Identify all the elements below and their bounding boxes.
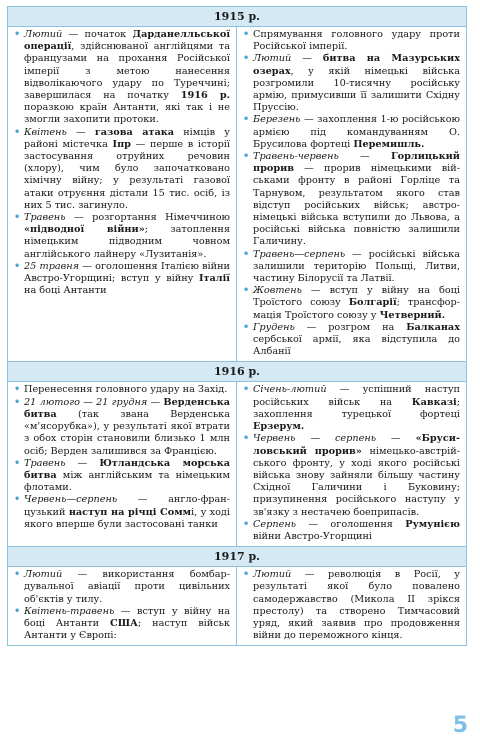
event-text-segment: — успішний наступ російських військ на [253, 384, 460, 408]
event-text-segment: 1916 р. [180, 90, 231, 102]
right-column [237, 382, 466, 546]
event-text-segment: Ерзерум. [253, 421, 305, 433]
event-text-segment: Жовтень [253, 285, 302, 297]
event-text-segment: Лютий [253, 53, 292, 65]
event-text-segment: Квітень-травень [24, 605, 115, 617]
bullet-icon: • [243, 321, 250, 333]
right-column [237, 567, 466, 645]
event-text-segment: Травень [24, 212, 66, 224]
event-text-segment: Перенесення головного удару на Захід. [24, 384, 228, 396]
event-text-segment: — перше в історії застосування отруйних речовин (хлору), чим було започатковано хімічну війну; у результаті газової атаки отруєння дістали 15 тис. осіб, із них 5 тис. загинуло. [24, 138, 230, 211]
event-text-segment: — вступ у війну на боці Троїстого союзу [253, 285, 460, 309]
event-text-segment: — захоплення 1-ю російською армією під командуванням О. Брусилова фортеці [253, 114, 460, 150]
event-text-segment: Червень—серпень [24, 494, 118, 506]
event-text-segment: — оголошення Італією війни Австро-Угорщині; вступ у війну [24, 260, 230, 285]
event-text-segment: Італії [198, 273, 230, 285]
bullet-icon: • [243, 518, 250, 530]
event-text-segment: Червень — серпень [253, 433, 376, 445]
event-text-segment: наступ на річці Сомм [68, 506, 192, 518]
event-text-segment: Лютий [253, 569, 292, 581]
event-text-segment: (так звана Верденська «м'ясорубка»), у результаті якої втрати з обох сторін становили близько 1 млн осіб; Верден залишився за Францією. [24, 408, 230, 457]
bullet-icon: • [14, 29, 21, 40]
event-text-segment: Балканах [406, 321, 460, 333]
event-item [14, 384, 230, 396]
left-column [8, 27, 237, 361]
bullet-icon: • [243, 285, 250, 297]
page-number: 5 [452, 713, 468, 738]
event-item [243, 249, 460, 286]
left-column [8, 382, 237, 546]
event-text-segment: між англійським та німецьким флотами. [24, 469, 230, 494]
bullet-icon: • [14, 260, 21, 272]
event-text-segment: «підводної війни» [24, 224, 145, 236]
event-text-segment: 25 травня [24, 260, 80, 272]
event-text-segment: Травень [24, 457, 66, 469]
event-text-segment: ; трансформація Троїстого союзу у [253, 297, 461, 321]
event-text-segment: 21 лютого — 21 грудня [24, 396, 148, 408]
event-text-segment: Ютландська морська битва [24, 457, 230, 481]
bullet-icon: • [14, 569, 21, 581]
event-item [243, 433, 460, 518]
bullet-icon: • [243, 151, 250, 163]
bullet-icon: • [14, 212, 21, 224]
event-text-segment: — англо-французький [24, 494, 230, 518]
event-text-segment: сербської армії, яка відступила до Албанії [253, 334, 460, 358]
event-text-segment: Травень—серпень [253, 248, 346, 260]
year-header: 1917 р. [8, 547, 466, 567]
event-item [243, 322, 460, 359]
event-text-segment: Верденська битва [24, 396, 230, 420]
event-text-segment: Спрямування головного удару проти Російської імперії. [253, 29, 460, 53]
event-item [243, 53, 460, 114]
event-text-segment: , у якій німецькі війська розгромили 10-тисячну російську армію, примусивши її залишити Східну Пруссію. [253, 65, 460, 114]
event-item [243, 384, 460, 433]
event-text-segment: — [65, 457, 100, 469]
year-events-row [8, 27, 466, 362]
event-item [14, 569, 230, 606]
event-text-segment: на боці Антанти [24, 285, 107, 297]
year-header: 1916 р. [8, 362, 466, 382]
event-text-segment: німецько-австрійського фронту, у ході якого російські війська знову зайняли більшу частину Східної Галичини і Буковину; призупинення російського наступу у зв'язку з нестачею боеприпасів. [253, 445, 460, 518]
event-text-segment: газова атака [94, 126, 175, 138]
event-text-segment: Грудень [253, 321, 295, 333]
event-text-segment: Четверний. [379, 309, 446, 321]
event-text-segment: Іпр [112, 138, 131, 150]
event-text-segment: — [291, 53, 323, 65]
right-column [237, 27, 466, 361]
event-text-segment: — [147, 396, 164, 408]
event-text-segment: Перемишль. [353, 138, 425, 150]
event-text-segment: Січень-лютий [253, 384, 327, 396]
left-column [8, 567, 237, 645]
year-header: 1915 р. [8, 7, 466, 27]
event-text-segment: — початок [62, 29, 133, 40]
event-text-segment: Горлицький прорив [253, 151, 460, 175]
bullet-icon: • [243, 248, 250, 260]
event-text-segment: — оголошення [295, 518, 406, 530]
year-events-row [8, 567, 466, 645]
event-text-segment: ; затоплення німецьким підводним човном англійського лайнеру «Лузитанія». [24, 224, 230, 260]
event-item [14, 494, 230, 531]
event-text-segment: німців у районі містечка [24, 126, 230, 150]
event-text-segment: Серпень [253, 518, 296, 530]
event-text-segment: Лютий [24, 569, 63, 581]
bullet-icon: • [243, 114, 250, 126]
bullet-icon: • [14, 457, 21, 469]
event-text-segment: «Брусиловський прорив» [253, 433, 460, 457]
bullet-icon: • [14, 384, 21, 396]
event-text-segment: битва на Мазурських озерах [253, 53, 460, 77]
event-text-segment: Дарданелльської операції [24, 29, 230, 53]
event-text-segment: Кавказі [411, 396, 457, 408]
event-text-segment: Лютий [24, 29, 63, 40]
bullet-icon: • [243, 53, 250, 65]
event-item [14, 212, 230, 261]
event-text-segment: Березень [253, 114, 301, 126]
event-item [14, 606, 230, 643]
event-text-segment: поразкою країн Антанти, які так і не змогли захопити протоки. [24, 102, 230, 126]
bullet-icon: • [14, 396, 21, 408]
event-item [14, 127, 230, 212]
event-item [243, 285, 460, 322]
event-text-segment: , здійснюваної англійцями та французами на прохання Російської імперії з метою нанесення відволікаючого удару по Туреччині; завершилася на початку [24, 41, 230, 102]
event-text-segment: США [110, 617, 138, 629]
bullet-icon: • [243, 29, 250, 40]
event-text-segment: — прорив німецькими військами фронту в районі Горліце та Тарнувом, результатом якого став відступ російських військ; австро-німецькі війська вступили до Львова, а російські війська повністю залишили Галичину. [253, 163, 460, 248]
history-table [7, 6, 467, 646]
event-text-segment: — розгром на [294, 321, 407, 333]
event-item [243, 114, 460, 151]
event-text-segment: — розгортання Німеччиною [65, 212, 230, 224]
event-text-segment: — революція в Росії, у результаті якої було повалено самодержавство (Микола ІІ зрікся престолу) та створено Тимчасовий уряд, який заявив про продовження війни до переможного кінця. [253, 569, 460, 642]
event-item [243, 569, 460, 642]
event-text-segment: — вступ у війну на боці Антанти [24, 605, 230, 629]
event-item [243, 519, 460, 543]
bullet-icon: • [243, 384, 250, 396]
event-item [243, 151, 460, 249]
event-text-segment: — російські війська залишили територію Польщі, Литви, частину Білорусії та Латвії. [253, 248, 460, 285]
event-text-segment: — [376, 433, 416, 445]
event-item [14, 261, 230, 298]
event-text-segment: війни Австро-Угорщині [253, 530, 373, 542]
event-item [243, 29, 460, 53]
event-text-segment: Румунією [405, 518, 460, 530]
event-text-segment: Болгарії [348, 297, 397, 309]
event-text-segment: Травень-червень [253, 151, 339, 163]
bullet-icon: • [14, 126, 21, 138]
event-text-segment: і, у ході якого вперше були застосовані танки [24, 506, 230, 530]
event-text-segment: — [338, 151, 391, 163]
bullet-icon: • [14, 494, 21, 506]
event-item [14, 29, 230, 127]
event-text-segment: Квітень [24, 126, 67, 138]
event-text-segment: ; наступ військ Антанти у Європі: [24, 617, 230, 642]
event-text-segment: ; захоплення турецької фортеці [253, 396, 460, 420]
event-text-segment: — [66, 126, 95, 138]
event-text-segment: — використання бомбардувальної авіації проти цивільних об'єктів у тилу. [24, 569, 230, 605]
year-events-row [8, 382, 466, 547]
bullet-icon: • [14, 605, 21, 617]
bullet-icon: • [243, 433, 250, 445]
event-item [14, 397, 230, 458]
bullet-icon: • [243, 569, 250, 581]
event-item [14, 458, 230, 495]
